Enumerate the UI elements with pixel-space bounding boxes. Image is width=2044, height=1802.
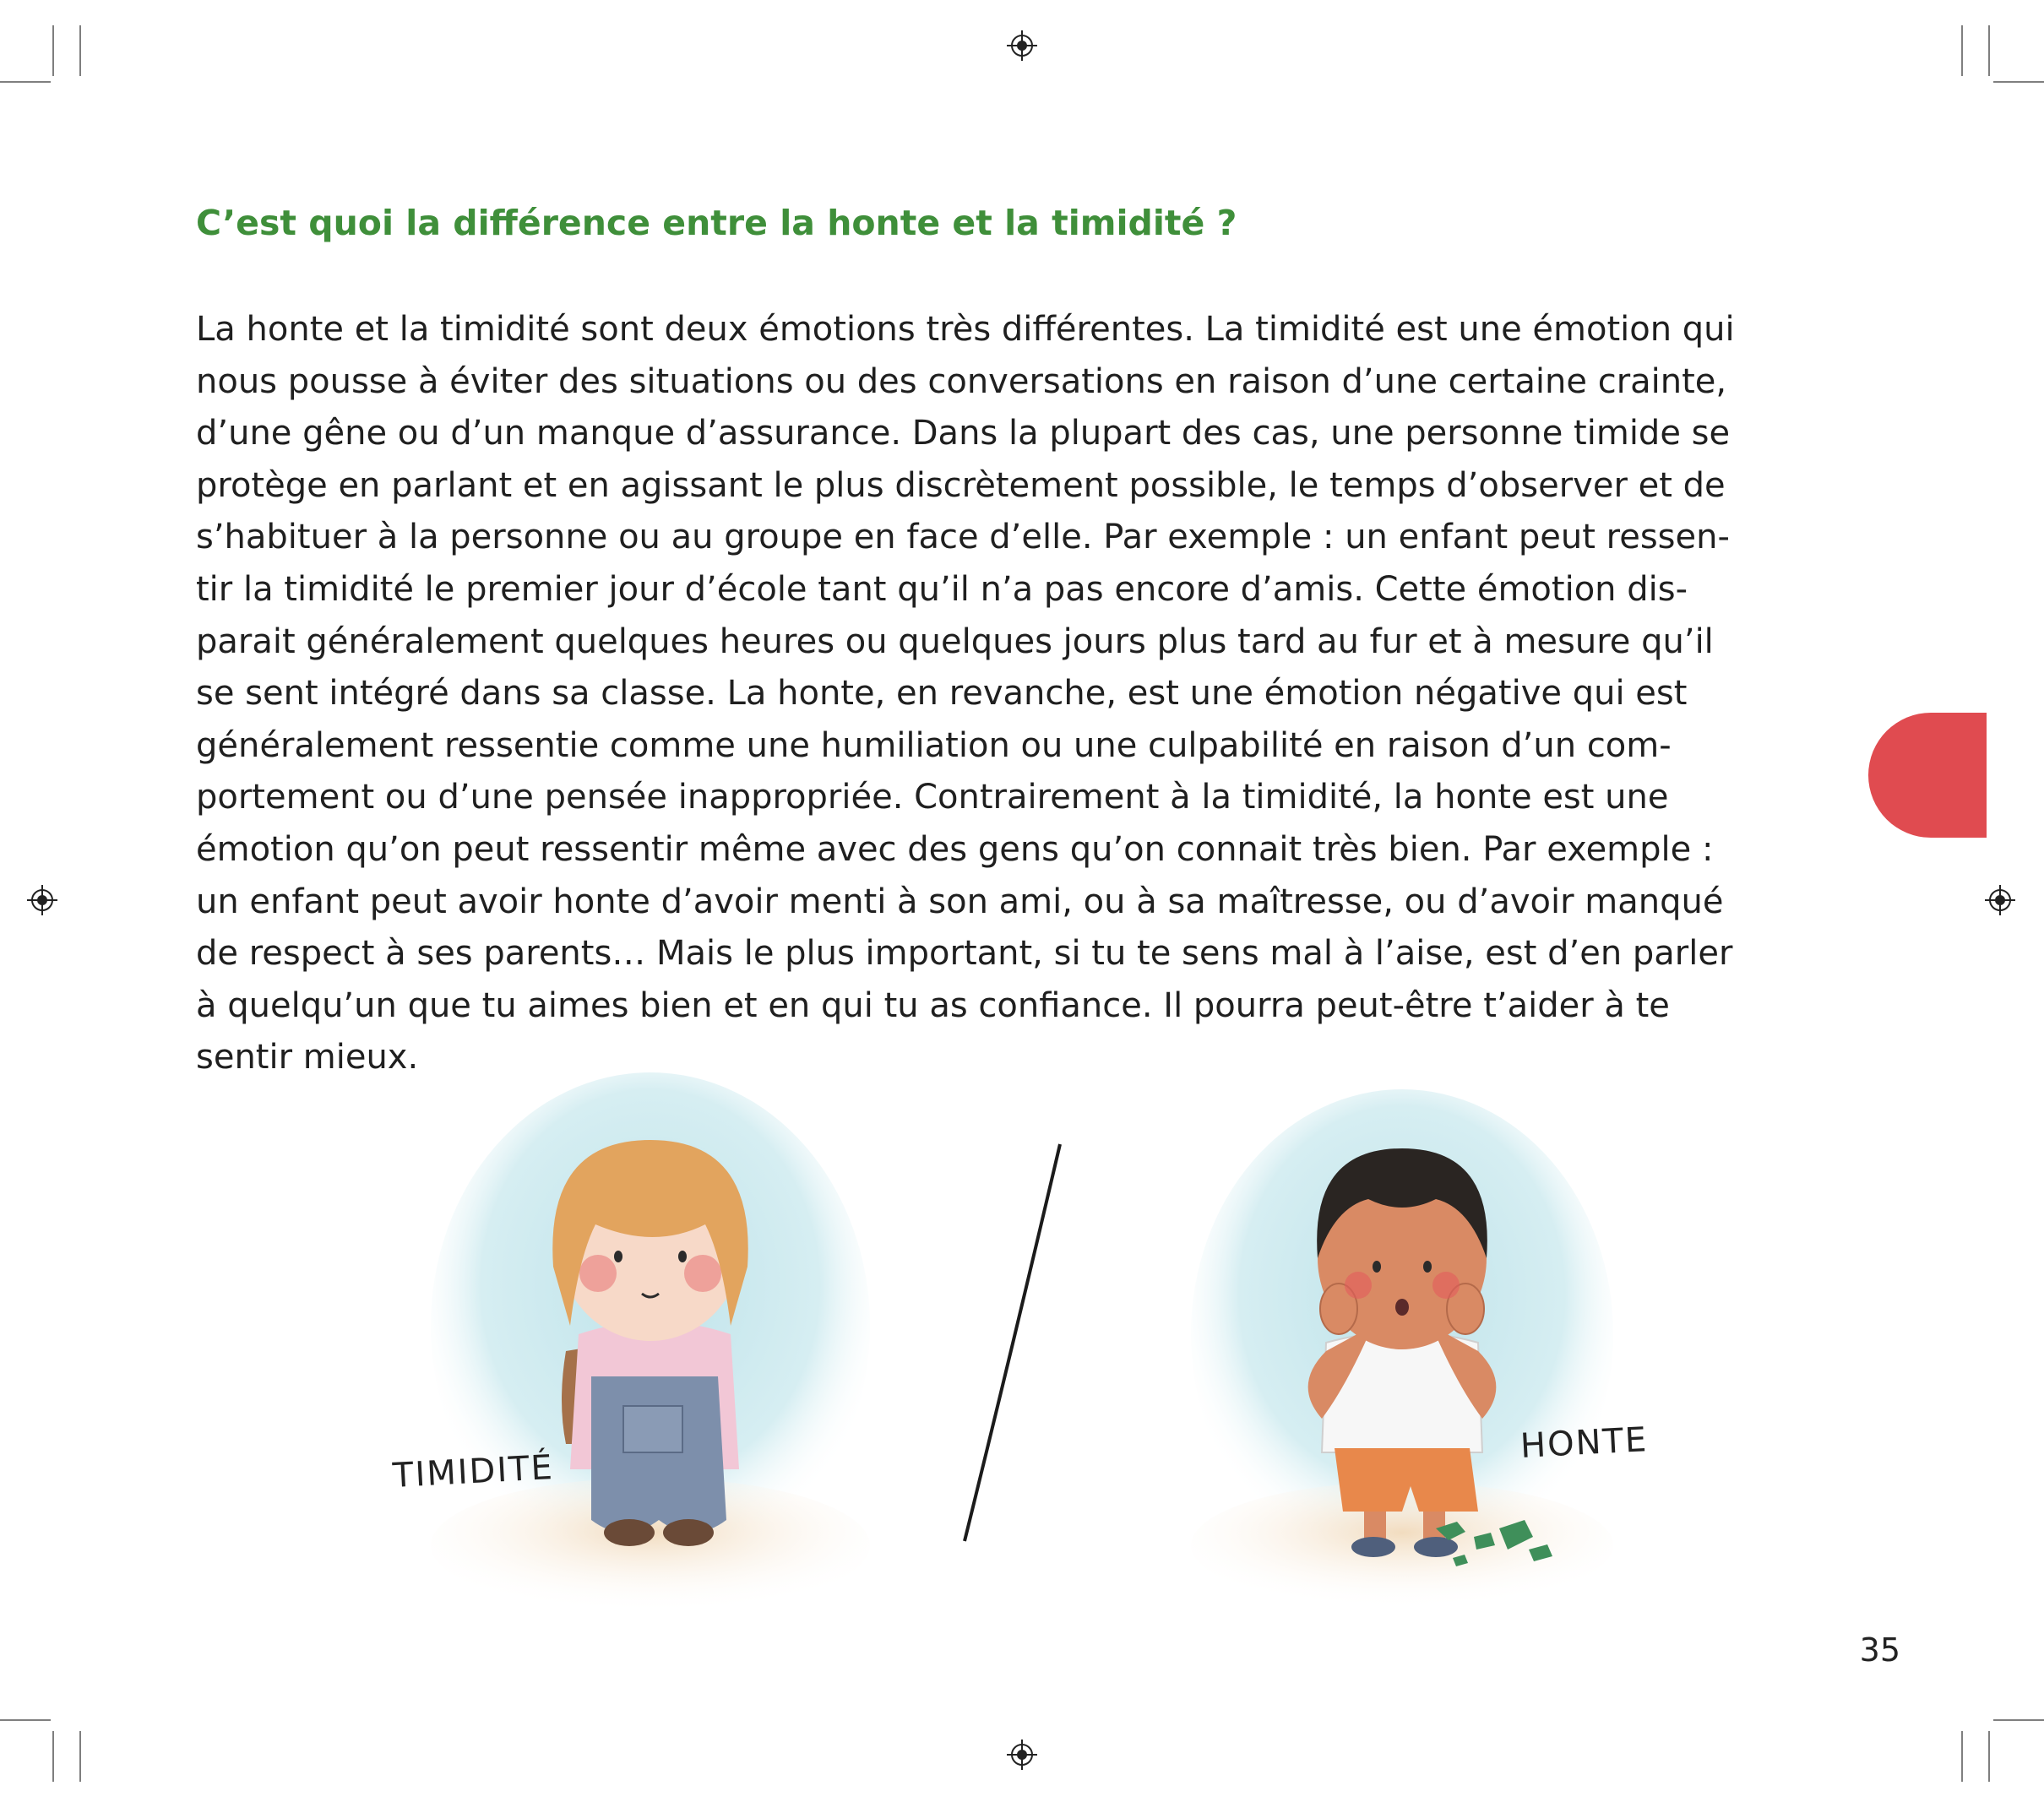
paragraph-line: sentir mieux. (196, 1038, 419, 1077)
crop-mark (79, 1731, 81, 1782)
crop-mark (1993, 81, 2044, 83)
page-number: 35 (1859, 1631, 1900, 1669)
paragraph-line: parait généralement quelques heures ou quelques jours plus tard au fur et à mesure qu’il (196, 621, 1714, 661)
crop-mark (0, 81, 51, 83)
crop-mark (79, 25, 81, 76)
crop-mark (1961, 25, 1963, 76)
registration-mark-icon (27, 885, 57, 915)
paragraph-line: portement ou d’une pensée inappropriée. Contrairement à la timidité, la honte est une (196, 778, 1669, 817)
crop-mark (1961, 1731, 1963, 1782)
divider-slash (954, 1140, 1073, 1545)
paragraph-line: d’une gêne ou d’un manque d’assurance. Dans la plupart des cas, une personne timide se (196, 414, 1731, 453)
paragraph-line: à quelqu’un que tu aimes bien et en qui tu as confiance. Il pourra peut-être t’aider à te (196, 985, 1670, 1025)
registration-mark-icon (1985, 885, 2015, 915)
paragraph-line: généralement ressentie comme une humiliation ou une culpabilité en raison d’un com- (196, 725, 1672, 765)
illustration-label-shyness: TIMIDITÉ (391, 1448, 555, 1495)
crop-mark (52, 25, 54, 76)
registration-mark-icon (1007, 1740, 1037, 1770)
paragraph-line: La honte et la timidité sont deux émotions très différentes. La timidité est une émotion qui (196, 310, 1735, 349)
crop-mark (0, 1719, 51, 1721)
paragraph-line: protège en parlant et en agissant le plus discrètement possible, le temps d’observer et de (196, 465, 1726, 505)
body-paragraph (196, 304, 1851, 1084)
chapter-tab (1868, 713, 1987, 838)
paragraph-line: un enfant peut avoir honte d’avoir menti à son ami, ou à sa maîtresse, ou d’avoir manqué (196, 882, 1724, 921)
paragraph-line: se sent intégré dans sa classe. La honte, en revanche, est une émotion négative qui est (196, 674, 1688, 714)
page-title: C’est quoi la différence entre la honte et la timidité ? (196, 203, 1237, 243)
paragraph-line: tir la timidité le premier jour d’école tant qu’il n’a pas encore d’amis. Cette émotion dis- (196, 569, 1688, 609)
shy-girl-illustration (397, 1072, 870, 1613)
paragraph-line: de respect à ses parents… Mais le plus important, si tu te sens mal à l’aise, est d’en parler (196, 934, 1733, 974)
crop-mark (1988, 1731, 1990, 1782)
crop-mark (1988, 25, 1990, 76)
ashamed-boy-illustration (1182, 1089, 1622, 1613)
registration-mark-icon (1007, 30, 1037, 61)
crop-mark (1993, 1719, 2044, 1721)
illustration-label-shame: HONTE (1519, 1420, 1650, 1466)
paragraph-line: nous pousse à éviter des situations ou des conversations en raison d’une certaine crainte, (196, 361, 1727, 401)
paragraph-line: s’habituer à la personne ou au groupe en face d’elle. Par exemple : un enfant peut ressen- (196, 518, 1730, 557)
paragraph-line: émotion qu’on peut ressentir même avec des gens qu’on connait très bien. Par exemple : (196, 829, 1714, 869)
crop-mark (52, 1731, 54, 1782)
